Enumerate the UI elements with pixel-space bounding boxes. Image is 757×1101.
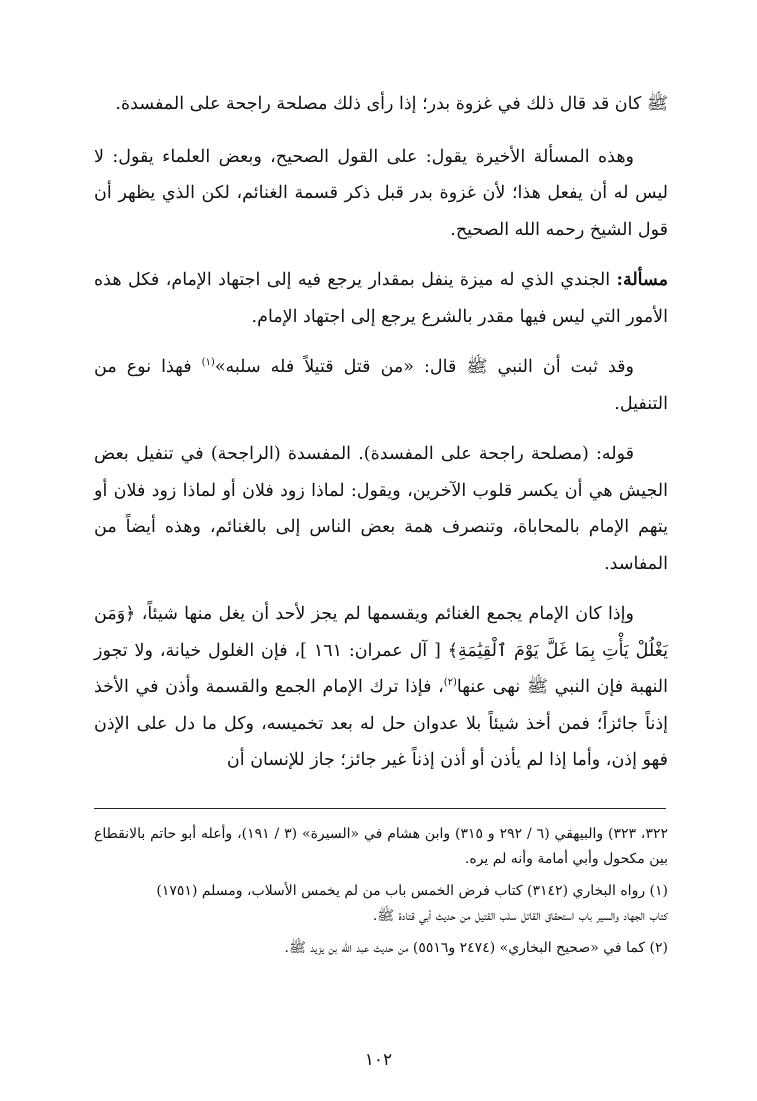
footnote-1: [94, 879, 668, 929]
footnote-ref-2: (٢): [443, 677, 457, 689]
paragraph-1: ﷺ كان قد قال ذلك في غزوة بدر؛ إذا رأى ذلك مصلحة راجحة على المفسدة.: [115, 94, 668, 114]
quran-verse: ﴿وَمَن يَغْلُلْ يَأْتِ بِمَا غَلَّ يَوْمَ ٱلْقِيَٰمَةِ﴾: [94, 604, 668, 661]
paragraph-5: قوله: (مصلحة راجحة على المفسدة). المفسدة (الراجحة) في تنفيل بعض الجيش هي أن يكسر قلوب الآخرين، ويقول: لماذا زود فلان أو لماذا زود فلان أو يتهم الإمام بالمحاباة، وتنصرف همة بعض الناس إلى بالغنائم، وهذه أيضاً من المفاسد.: [94, 444, 668, 574]
footnotes: [94, 822, 668, 968]
paragraph-3-text: الجندي الذي له ميزة ينفل بمقدار يرجع فيه إلى اجتهاد الإمام، فكل هذه الأمور التي ليس فيها مقدر بالشرع يرجع إلى اجتهاد الإمام.: [94, 270, 668, 327]
paragraph-4-tail: فهذا نوع من التنفيل.: [94, 357, 668, 414]
footnote-1-line-2: كتاب الجهاد والسير باب استحقاق القاتل سلب القتيل من حديث أبي قتادة ﷺ.: [372, 908, 668, 924]
paragraph-6-tail: ، فإذا ترك الإمام الجمع والقسمة وأذن في الأخذ إذناً جائزاً؛ فمن أخذ شيئاً بلا عدوان حل له بعد تخميسه، وكل ما دل على الإذن فهو إذن، وأما إذا لم يأذن أو أذن إذناً غير جائز؛ جاز للإنسان أن: [94, 677, 668, 770]
main-text: [94, 86, 668, 793]
issue-label: مسألة:: [616, 270, 668, 290]
paragraph-4: [94, 349, 668, 422]
paragraph-4-text: وقد ثبت أن النبي ﷺ قال: «من قتل قتيلاً فله سلبه»: [214, 357, 634, 377]
footnote-continuation: ٣٢٢، ٣٢٣) والبيهقي (٦ / ٢٩٢ و ٣١٥) وابن هشام في «السيرة» (٣ / ١٩١)، وأعله أبو حاتم بالانقطاع بين مكحول وأبي أمامة وأنه لم يره.: [94, 826, 669, 867]
footnote-divider: [94, 808, 666, 809]
paragraph-3: [94, 262, 668, 335]
paragraph-6-text: وإذا كان الإمام يجمع الغنائم ويقسمها لم يجز لأحد أن يغل منها شيئاً،: [135, 604, 634, 624]
footnote-1-line-1: (١) رواه البخاري (٣١٤٢) كتاب فرض الخمس باب من لم يخمس الأسلاب، ومسلم (١٧٥١): [156, 883, 668, 899]
footnote-ref-1: (١): [201, 357, 215, 369]
footnote-2: (٢) كما في «صحيح البخاري» (٢٤٧٤ و٥٥١٦) من حديث عبد الله بن يزيد ﷺ.: [284, 940, 668, 956]
paragraph-6-middle: [ آل عمران: ١٦١ ]، فإن الغلول خيانة، ولا تجوز النهبة فإن النبي ﷺ نهى عنها: [94, 640, 668, 697]
page-number: ١٠٢: [364, 1050, 393, 1070]
paragraph-6: [94, 596, 668, 779]
paragraph-2: وهذه المسألة الأخيرة يقول: على القول الصحيح، وبعض العلماء يقول: لا ليس له أن يفعل هذا؛ لأن غزوة بدر قبل ذكر قسمة الغنائم، لكن الذي يظهر أن قول الشيخ رحمه الله الصحيح.: [94, 146, 668, 240]
